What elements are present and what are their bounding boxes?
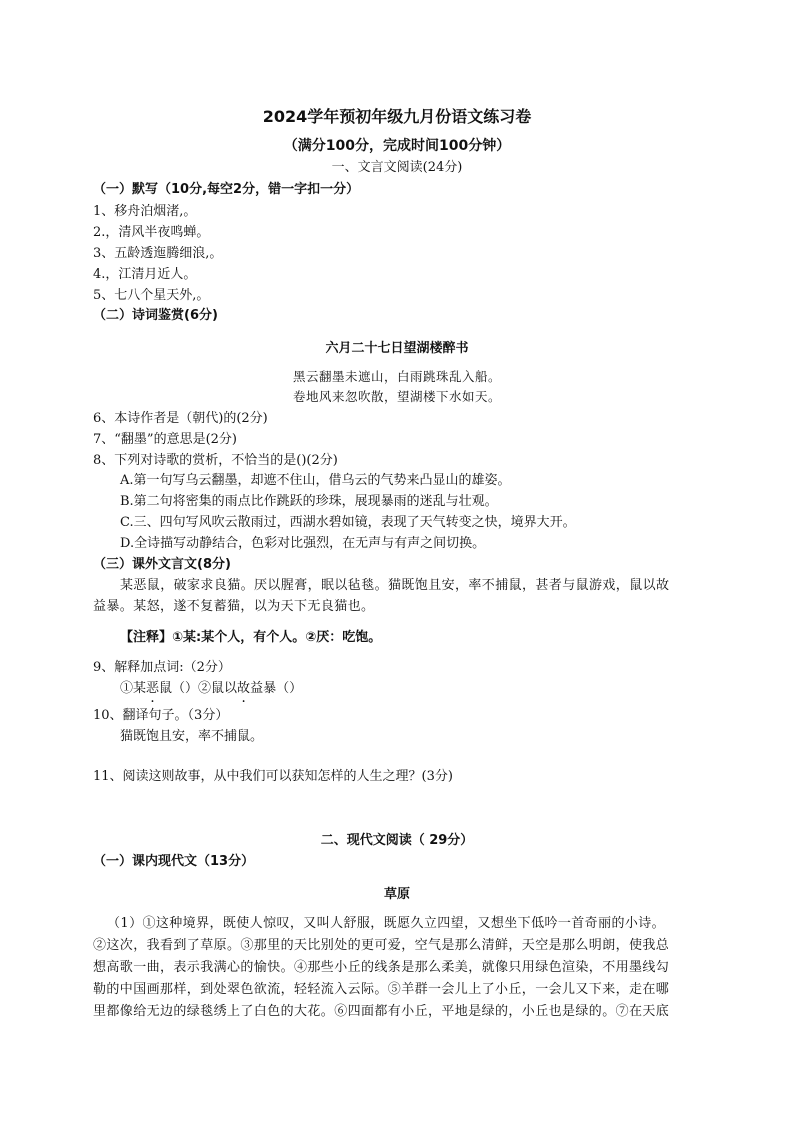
classical-passage-line-2: 益暴。某怒，遂不复蓄猫，以为天下无良猫也。 (93, 599, 375, 614)
dictation-item-1: 1、移舟泊烟渚,。 (93, 204, 197, 219)
question-9-items (120, 680, 302, 698)
section1-heading: （一）默写（10分,每空2分，错一字扣一分） (93, 182, 360, 197)
section2-heading: （二）诗词鉴赏(6分) (93, 308, 218, 323)
page-title: 2024学年预初年级九月份语文练习卷 (262, 107, 532, 126)
dictation-item-4: 4.，江清月近人。 (93, 267, 197, 282)
part2-section1-heading: （一）课内现代文（13分） (93, 854, 255, 869)
essay-title: 草原 (383, 887, 410, 902)
question-8-option-b: B.第二句将密集的雨点比作跳跃的珍珠，展现暴雨的迷乱与壮观。 (120, 494, 498, 509)
q9-suffix: 益暴（） (250, 681, 303, 696)
question-8-option-c: C.三、四句写风吹云散雨过，西湖水碧如镜，表现了天气转变之快，境界大开。 (120, 515, 576, 530)
annotation-note: 【注释】①某:某个人，有个人。②厌：吃饱。 (120, 630, 382, 645)
q9-prefix-a: ①某 (120, 681, 147, 696)
dictation-item-3: 3、五龄透迤腾细浪,。 (93, 246, 223, 261)
dotted-word-gu: 故 (237, 681, 251, 696)
essay-line-4: 勒的中国画那样，到处翠色欲流，轻轻流入云际。⑤羊群一会儿上了小丘，一会儿又下来，走在哪 (93, 982, 670, 997)
question-6: 6、本诗作者是（朝代)的(2分) (93, 411, 268, 426)
part2-heading: 二、现代文阅读（ 29分） (320, 833, 474, 848)
poem-line-2: 卷地风来忽吹散，望湖楼下水如天。 (292, 389, 501, 404)
poem-title: 六月二十七日望湖楼醉书 (325, 341, 469, 356)
question-8-option-a: A.第一句写乌云翻墨，却遮不住山，借乌云的气势来凸显山的雄姿。 (120, 473, 511, 488)
dotted-word-e: 恶 (146, 681, 160, 696)
question-11: 11、阅读这则故事，从中我们可以获知怎样的人生之理？(3分) (93, 769, 453, 784)
question-8-option-d: D.全诗描写动静结合，色彩对比强烈，在无声与有声之间切换。 (120, 536, 486, 551)
question-10: 10、翻译句子。（3分） (93, 708, 229, 723)
dictation-item-2: 2.，清风半夜鸣蝉。 (93, 225, 210, 240)
classical-passage-line-1: 某恶鼠，破家求良猫。厌以腥膏，眠以毡毯。猫既饱且安，率不捕鼠，甚者与鼠游戏，鼠以故 (120, 578, 670, 593)
question-9: 9、解释加点词:（2分） (93, 660, 231, 675)
section3-heading: （三）课外文言文(8分) (93, 557, 231, 572)
poem-line-1: 黑云翻墨未遮山，白雨跳珠乱入船。 (292, 369, 501, 384)
question-7: 7、“翻墨”的意思是(2分) (93, 432, 237, 447)
question-10-sentence: 猫既饱且安，率不捕鼠。 (120, 729, 264, 744)
essay-line-3: 想高歌一曲，表示我满心的愉快。④那些小丘的线条是那么柔美，就像只用绿色渲染，不用墨线勾 (93, 960, 670, 975)
q9-middle: 鼠（）②鼠以 (159, 681, 238, 696)
part1-heading: 一、文言文阅读(24分) (331, 160, 463, 175)
essay-line-5: 里都像给无边的绿毯绣上了白色的大花。⑥四面都有小丘，平地是绿的，小丘也是绿的。⑦在天底 (93, 1004, 670, 1019)
dictation-item-5: 5、七八个星天外,。 (93, 288, 210, 303)
page-subtitle: （满分100分，完成时间100分钟） (283, 138, 511, 154)
essay-line-1: （1）①这种境界，既使人惊叹，又叫人舒服，既愿久立四望，又想坐下低吟一首奇丽的小诗。 (107, 916, 666, 931)
question-8: 8、下列对诗歌的赏析，不恰当的是()(2分) (93, 453, 338, 468)
essay-line-2: ②这次，我看到了草原。③那里的天比别处的更可爱，空气是那么清鲜，天空是那么明朗，使我总 (93, 938, 670, 953)
